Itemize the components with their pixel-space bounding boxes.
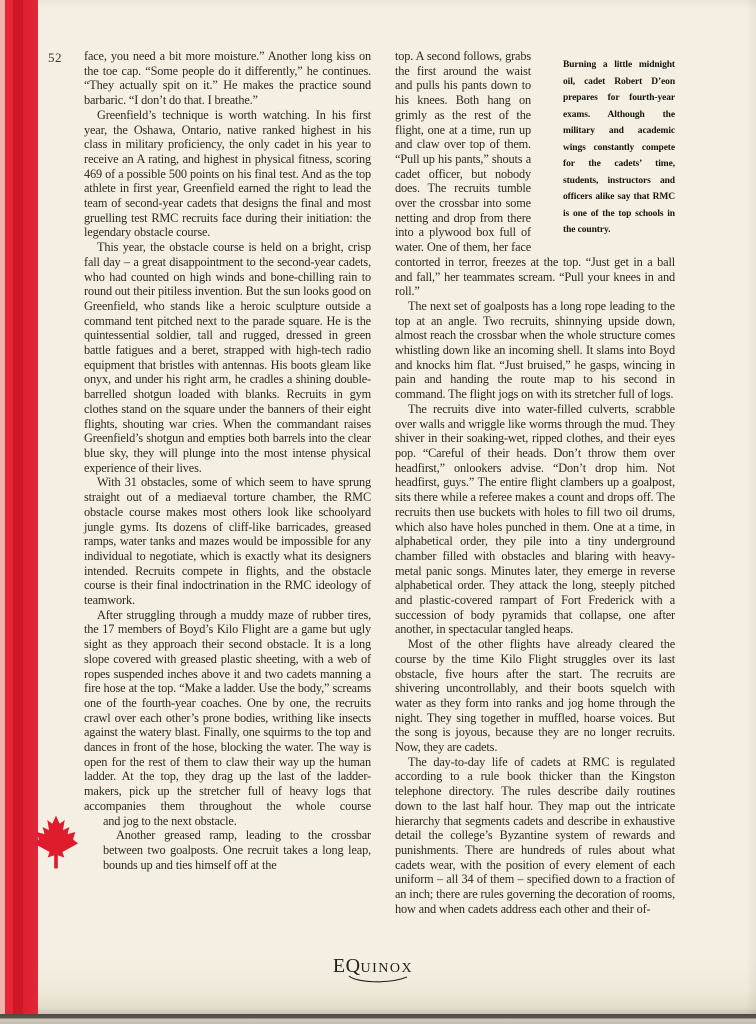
wordmark-rest: UINOX xyxy=(360,961,414,976)
magazine-footer xyxy=(0,955,756,978)
wordmark-initials: EQ xyxy=(332,955,361,977)
paragraph: and jog to the next obstacle. xyxy=(103,813,237,828)
paragraph: The next set of goalposts has a long rope leading to the top at an angle. Two recruits, shinnying upside down, almost reach the crossbar when the whole structure comes whistling down like an incoming shell. It slams into Boyd and knocks him flat. “Just bruised,” he gasps, wincing in pain and handing the route map to his second in command. The flight jogs on with its stretcher full of logs. xyxy=(395,298,675,402)
equinox-wordmark xyxy=(333,955,413,978)
paragraph: top. A second follows, grabs the first around the waist and pulls his pants down to his knees. Both hang on grimly as the rest of the flight, one at a time, run up and claw over top of them. “Pull up his pants,” shouts a cadet officer, but nobody does. The recruits tumble over the crossbar into some netting and drop from there into a plywood box full of water. One of them, her face contorted in terror, freezes at the top. “Just get in a ball and fall,” her teammates scream. “Pull your knees in and roll.” xyxy=(395,49,675,299)
paragraph: Most of the other flights have already cleared the course by the time Kilo Flight struggles over its last obstacle, five hours after the start. The recruits are shivering uncontrollably, and their boots squelch with water as they form into ranks and jog home through the night. They sing together in muffled, hoarse voices. But the song is joyous, because they are no longer recruits. Now, they are cadets. xyxy=(395,637,675,755)
paragraph: face, you need a bit more moisture.” Another long kiss on the toe cap. “Some people do it differently,” he continues. “They actually spit on it.” He makes the practice sound barbaric. “I don’t do that. I breathe.” xyxy=(84,49,371,108)
paragraph: The day-to-day life of cadets at RMC is regulated according to a rule book thicker than the Kingston telephone directory. The rules describe daily routines down to the last half hour. They map out the intricate hierarchy that segments cadets and describe in exhaustive detail the college’s Byzantine system of rewards and punishments. There are hundreds of rules about what cadets wear, with the position of every element of each uniform – all 34 of them – specified down to a fraction of an inch; there are rules governing the decoration of rooms, how and when cadets address each other and their of- xyxy=(395,754,675,916)
paragraph: Greenfield’s technique is worth watching. In his first year, the Oshawa, Ontario, native ranked highest in his class in military proficiency, the only cadet in his year to receive an A rating, and highest in physical fitness, scoring 469 of a possible 500 points on his final test. And as the top athlete in first year, Greenfield earned the right to lead the team of second-year cadets that designs the final and most gruelling test RMC recruits face during their initiation: the legendary obstacle course. xyxy=(84,107,371,240)
left-column xyxy=(84,49,371,872)
paragraph: This year, the obstacle course is held on a bright, crisp fall day – a great disappointment to the second-year cadets, who had counted on high winds and bone-chilling rain to round out their pitiless invention. But the sun looks good on Greenfield, who stands like a heroic sculpture outside a command tent pitched next to the parade square. He is the quintessential soldier, tall and rugged, dressed in green battle fatigues and a beret, strapped with high-tech radio equipment that bristles with antennas. His boots gleam like onyx, and under his right arm, he cradles a shining double-barrelled shotgun loaded with blanks. Recruits in gym clothes stand on the square under the banners of their eight flights, shouting war cries. When the commandant raises Greenfield’s shotgun and empties both barrels into the clear blue sky, they will plunge into the most intense physical experience of their lives. xyxy=(84,240,371,475)
paragraph: With 31 obstacles, some of which seem to have sprung straight out of a mediaeval torture chamber, the RMC obstacle course makes most others look like schoolyard jungle gyms. Its dozens of cliff-like barricades, greased ramps, water tanks and mazes would be impossible for any individual to negotiate, which is exactly what its designers intended. Recruits compete in flights, and the obstacle course is their final indoctrination in the RMC ideology of teamwork. xyxy=(84,475,371,608)
photo-caption: Burning a little midnight oil, cadet Robert D’eon prepares for fourth-year exams. Although the military and academic wings constantly compete for the cadets’ time, students, instructors and officers alike say that RMC is one of the top schools in the country. xyxy=(563,60,675,235)
paragraph: The recruits dive into water-filled culverts, scrabble over walls and wriggle like worms through the mud. They shiver in their soaking-wet, ripped clothes, and their eyes pop. “Careful of their heads. Don’t throw them over headfirst,” onlookers advise. “Don’t drop him. Not headfirst, guys.” The entire flight clambers up a goalpost, sits there while a referee makes a count and drops off. The recruits then use buckets with holes to fill two oil drums, which also have holes punched in them. One at a time, in alphabetical order, they pile into a tiny underground chamber filled with obstacles and blaring with heavy-metal panic songs. Minutes later, they emerge in reverse alphabetical order. They attack the long, steeply pitched and plastic-covered rampart of Fort Frederick with a succession of body pyramids that collapse, one after another, in spectacular tangled heaps. xyxy=(395,401,675,637)
paragraph: Another greased ramp, leading to the crossbar between two goalposts. One recruit takes a long leap, bounds up and ties himself off at the xyxy=(103,828,371,872)
left-paragraphs xyxy=(84,49,371,608)
page-number: 52 xyxy=(48,50,62,65)
page-bottom-edge xyxy=(0,1014,756,1024)
maple-leaf-icon xyxy=(33,814,79,870)
right-column xyxy=(395,49,675,916)
equinox-swash-icon xyxy=(347,974,409,984)
paragraph: After struggling through a muddy maze of rubber tires, the 17 members of Boyd’s Kilo Flight are a game but ugly sight as they approach their second obstacle. It is a long slope covered with greased plastic sheeting, with a web of ropes suspended inches above it and two cadets manning a fire hose at the top. “Make a ladder. Use the body,” screams one of the fourth-year coaches. One by one, the recruits crawl over each other’s prone bodies, writhing like insects against the watery blast. Finally, one squirms to the top and dances in front of the hose, blocking the water. The way is open for the rest of them to claw their way up the human ladder. At the top, they drag up the last of the ladder-makers, pick up the stretcher full of heavy logs that accompanies them throughout the whole course xyxy=(84,607,371,813)
leaf-wrap-block xyxy=(84,814,371,873)
